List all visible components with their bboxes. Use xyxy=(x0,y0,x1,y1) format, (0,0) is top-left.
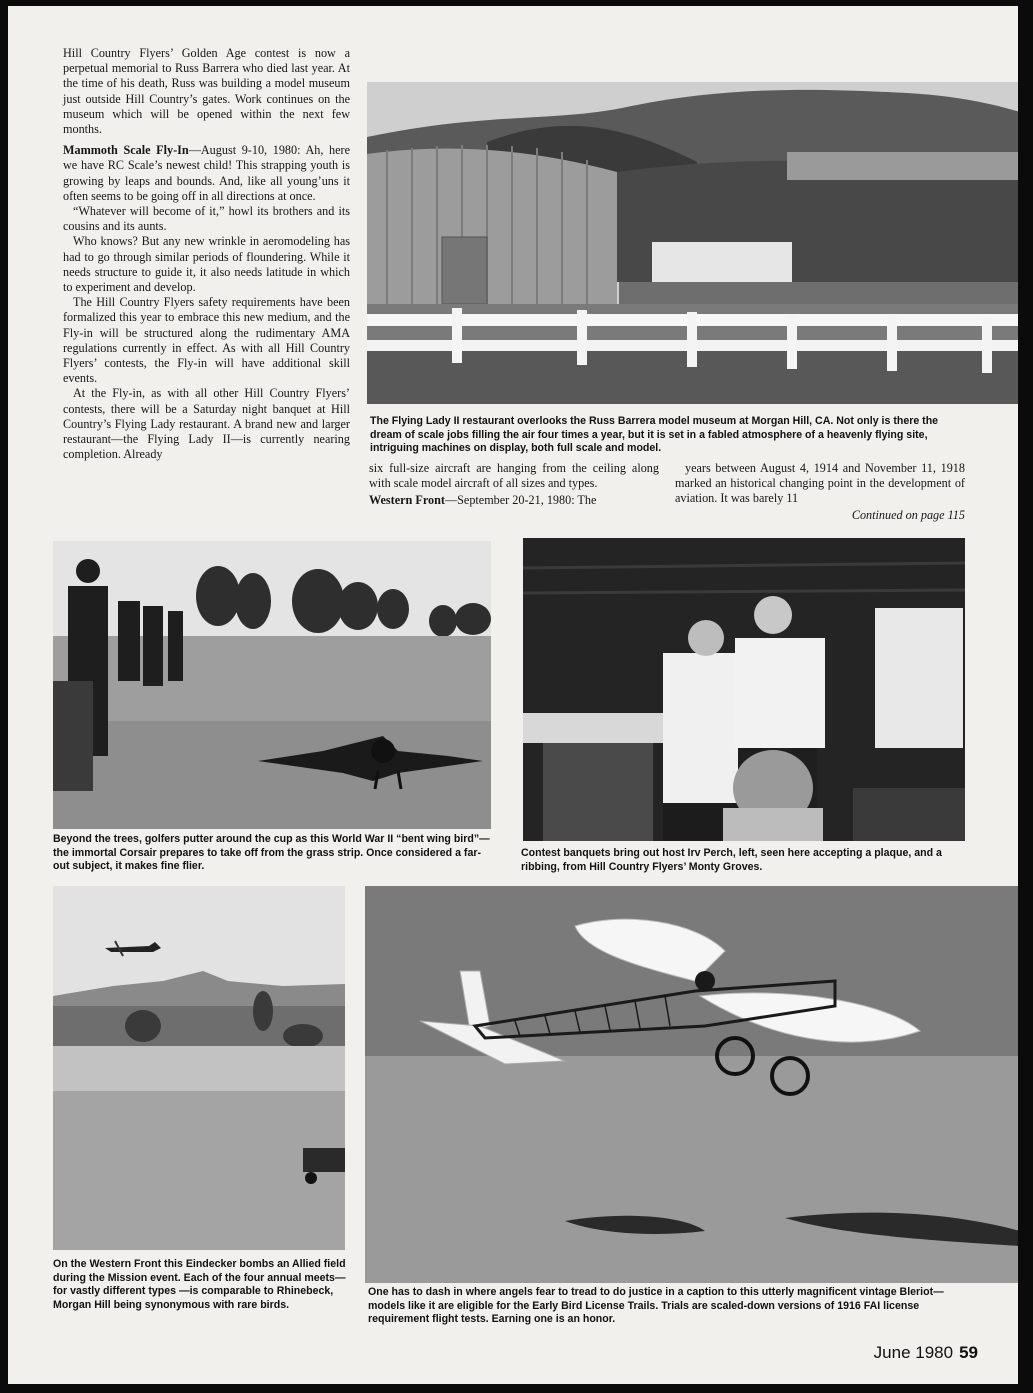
museum-photo xyxy=(367,82,1018,404)
banquet-caption: Contest banquets bring out host Irv Perch, left, seen here accepting a plaque, and a ribbing, from Hill Country Flyers’ Monty Groves. xyxy=(521,847,942,873)
banquet-photo xyxy=(523,538,965,841)
paragraph xyxy=(63,143,350,204)
corsair-photo-image xyxy=(53,541,491,829)
paragraph xyxy=(369,493,659,508)
paragraph: “Whatever will become of it,” howl its brothers and its cousins and its aunts. xyxy=(63,204,350,234)
corsair-caption: Beyond the trees, golfers putter around the cup as this World War II “bent wing bird”—the immortal Corsair prepares to take off from the grass strip. Once considered a far-out subject, it makes fine flier. xyxy=(53,833,490,873)
magazine-page xyxy=(8,6,1018,1384)
article-column-2 xyxy=(369,461,659,509)
event-heading: Mammoth Scale Fly-In xyxy=(63,143,189,158)
article-column-1 xyxy=(63,46,350,462)
issue-date: June 1980 xyxy=(873,1343,954,1362)
banquet-photo-image xyxy=(523,538,965,841)
paragraph: years between August 4, 1914 and November 11, 1918 marked an historical changing point in the development of aviation. It was barely 11 xyxy=(675,461,965,506)
paragraph: At the Fly-in, as with all other Hill Country Flyers’ contests, there will be a Saturday night banquet at Hill Country’s Flying Lady restaurant. A brand new and larger restaurant—the Flying Lady II—is currently nearing completion. Already xyxy=(63,386,350,462)
event-text: —August 9-10, 1980: Ah, here we have RC Scale’s newest child! This strapping youth is growing by leaps and bounds. And, like all young’uns it often seems to be going off in all directions at once. xyxy=(63,143,350,203)
page-footer xyxy=(808,1343,978,1363)
event-text: —September 20-21, 1980: The xyxy=(444,493,597,508)
museum-photo-image xyxy=(367,82,1018,404)
page-number: 59 xyxy=(959,1343,978,1362)
bleriot-photo-image xyxy=(365,886,1018,1283)
bleriot-caption: One has to dash in where angels fear to tread to do justice in a caption to this utterly magnificent vintage Bleriot—models like it are eligible for the Early Bird License Trails. Trials are scaled-down versions of 1916 FAI license requirement flight tests. Earning one is an honor. xyxy=(368,1286,944,1326)
paragraph: six full-size aircraft are hanging from the ceiling along with scale model aircraft of all sizes and types. xyxy=(369,461,659,491)
continued-note: Continued on page 115 xyxy=(851,508,965,522)
event-heading: Western Front xyxy=(369,493,445,508)
eindecker-caption: On the Western Front this Eindecker bombs an Allied field during the Mission event. Each of the four annual meets—for vastly different types —is comparable to Rhinebeck, Morgan Hill being synonymous with rare birds. xyxy=(53,1258,346,1311)
paragraph: Who knows? But any new wrinkle in aeromodeling has had to go through similar periods of floundering. While it needs structure to guide it, it also needs latitude in which to experiment and develop. xyxy=(63,234,350,295)
corsair-photo xyxy=(53,541,491,829)
paragraph: The Hill Country Flyers safety requirements have been formalized this year to embrace this new medium, and the Fly-in will be structured along the rudimentary AMA regulations currently in effect. As with all Hill Country Flyers’ contests, the Fly-in will have additional skill events. xyxy=(63,295,350,386)
bleriot-photo xyxy=(365,886,1018,1283)
article-column-3 xyxy=(675,461,965,507)
museum-caption: The Flying Lady II restaurant overlooks the Russ Barrera model museum at Morgan Hill, CA. Not only is there the dream of scale jobs filling the air four times a year, but it is set in a fabled atmosphere of a heavenly flying site, intriguing machines on display, both full scale and model. xyxy=(370,415,939,455)
paragraph: Hill Country Flyers’ Golden Age contest is now a perpetual memorial to Russ Barrera who died last year. At the time of his death, Russ was building a model museum just outside Hill Country’s gates. Work continues on the museum which will be opened within the next few months. xyxy=(63,46,350,137)
eindecker-photo xyxy=(53,886,345,1250)
eindecker-photo-image xyxy=(53,886,345,1250)
